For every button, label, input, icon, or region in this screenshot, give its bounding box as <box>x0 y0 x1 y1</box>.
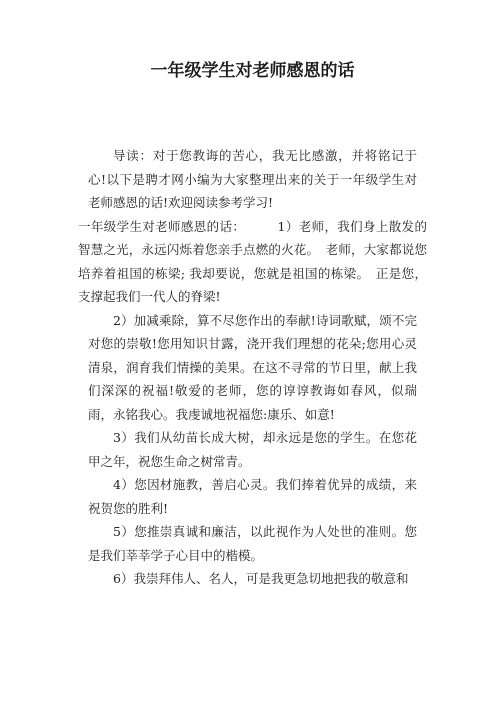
paragraph-5: 5）您推崇真诚和廉洁，以此视作为人处世的准则。您是我们莘莘学子心目中的楷模。 <box>88 524 417 563</box>
paragraph-2: 2）加减乘除，算不尽您作出的奉献!诗词歌赋，颂不完对您的崇敬!您用知识甘露，浇开我们理想的花朵;您用心灵清泉，润育我们情操的美果。在这不寻常的节日里，献上我们深深的祝福!敬爱的老师，您的谆谆教诲如春风，似瑞雨，永铭我心。我虔诚地祝福您:康乐、如意! <box>88 312 417 422</box>
paragraph-6: 6）我崇拜伟人、名人，可是我更急切地把我的敬意和 <box>113 571 409 586</box>
document-title: 一年级学生对老师感恩的话 <box>150 61 355 81</box>
paragraph-intro: 导读：对于您教诲的苦心，我无比感激，并将铭记于心!以下是聘才网小编为大家整理出来的关于一年级学生对老师感恩的话!欢迎阅读参考学习! <box>88 148 417 210</box>
paragraph-1: 一年级学生对老师感恩的话： 1）老师，我们身上散发的智慧之光，永远闪烁着您亲手点燃的火花。 老师，大家都说您培养着祖国的栋梁; 我却要说，您就是祖国的栋梁。 正是您，支撑起我们一代人的脊梁! <box>78 218 427 304</box>
paragraph-4: 4）您因材施教，善启心灵。我们捧着优异的成绩，来祝贺您的胜利! <box>88 477 417 516</box>
paragraph-3: 3）我们从幼苗长成大树，却永远是您的学生。在您花甲之年，祝您生命之树常青。 <box>88 430 417 469</box>
